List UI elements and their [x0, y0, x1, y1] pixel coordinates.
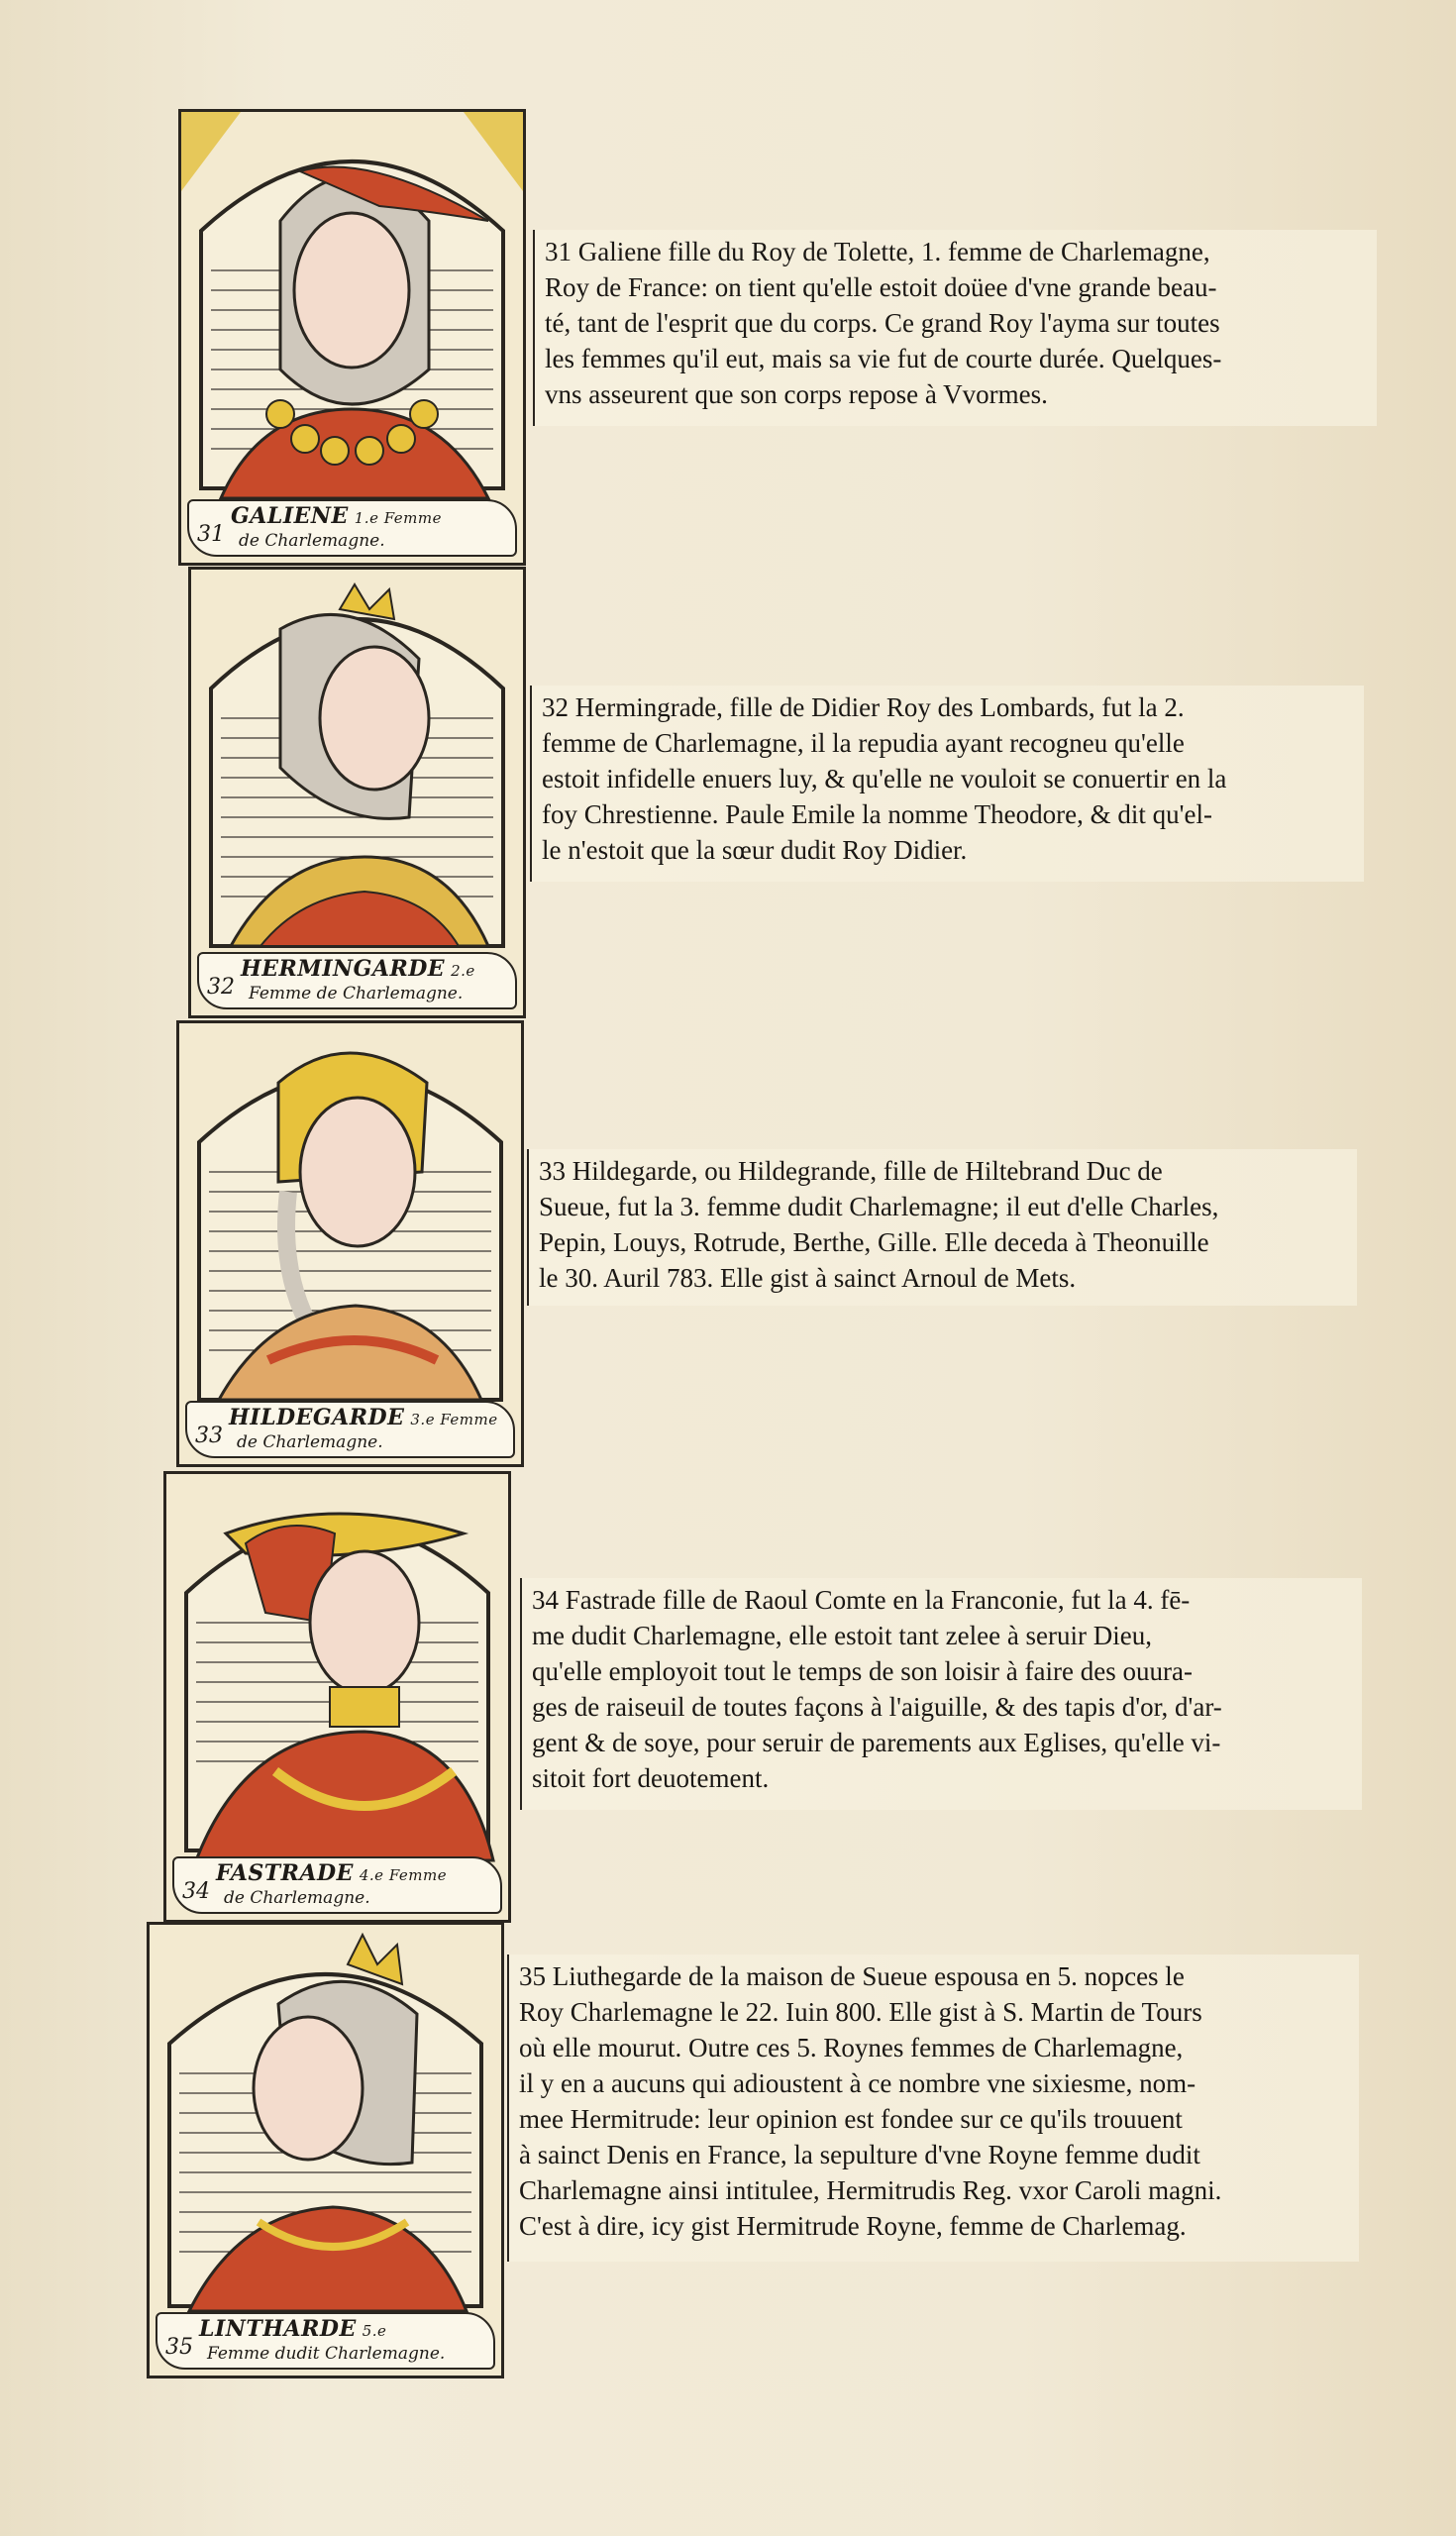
portrait-galiene [178, 109, 526, 566]
caption-name-text: LINTHARDE [199, 2316, 357, 2342]
caption-number: 35 [165, 2335, 193, 2360]
caption-number: 32 [207, 975, 235, 1000]
caption-subtitle: de Charlemagne. [237, 1432, 383, 1452]
caption-name-text: GALIENE [231, 503, 349, 529]
text-line: Roy Charlemagne le 22. Iuin 800. Elle gist à S. Martin de Tours [519, 1997, 1202, 2027]
text-line: Charlemagne ainsi intitulee, Hermitrudis Reg. vxor Caroli magni. [519, 2175, 1222, 2205]
text-line: le n'estoit que la sœur dudit Roy Didier. [542, 835, 968, 865]
portrait-engraving-icon [179, 1023, 521, 1464]
caption-rank: 2.e [451, 962, 475, 980]
caption-name [241, 956, 475, 982]
portrait-caption [197, 952, 517, 1009]
text-line: Pepin, Louys, Rotrude, Berthe, Gille. Elle deceda à Theonuille [539, 1227, 1209, 1257]
portrait-hermingarde [188, 567, 526, 1018]
caption-number: 33 [195, 1424, 223, 1448]
portrait-engraving-icon [181, 112, 523, 563]
portrait-engraving-icon [166, 1474, 508, 1920]
caption-name-text: FASTRADE [216, 1860, 354, 1886]
caption-subtitle: Femme dudit Charlemagne. [207, 2344, 446, 2364]
portrait-caption [187, 499, 517, 557]
caption-rank: 4.e Femme [359, 1866, 448, 1884]
text-block-31 [533, 230, 1377, 426]
portrait-engraving-icon [150, 1925, 501, 2376]
portrait-lintharde [147, 1922, 504, 2378]
text-line: Sueue, fut la 3. femme dudit Charlemagne; il eut d'elle Charles, [539, 1192, 1219, 1221]
portrait-engraving-icon [191, 570, 523, 1015]
text-line: ges de raiseuil de toutes façons à l'aiguille, & des tapis d'or, d'ar- [532, 1692, 1222, 1722]
text-line: 35 Liuthegarde de la maison de Sueue espousa en 5. nopces le [519, 1961, 1185, 1991]
caption-name-text: HILDEGARDE [229, 1405, 405, 1430]
text-block-32 [530, 686, 1364, 882]
text-line: mee Hermitrude: leur opinion est fondee sur ce qu'ils trouuent [519, 2104, 1183, 2134]
text-line: 33 Hildegarde, ou Hildegrande, fille de Hiltebrand Duc de [539, 1156, 1163, 1186]
text-block-34 [520, 1578, 1362, 1810]
caption-number: 31 [197, 522, 225, 547]
portrait-hildegarde [176, 1020, 524, 1467]
caption-rank: 3.e Femme [410, 1411, 498, 1428]
text-line: vns asseurent que son corps repose à Vvormes. [545, 379, 1048, 409]
portrait-fastrade [163, 1471, 511, 1923]
text-line: estoit infidelle enuers luy, & qu'elle ne vouloit se conuertir en la [542, 764, 1227, 793]
text-line: 32 Hermingrade, fille de Didier Roy des Lombards, fut la 2. [542, 692, 1185, 722]
text-block-35 [507, 1955, 1359, 2262]
caption-number: 34 [182, 1879, 210, 1904]
portrait-caption [185, 1401, 515, 1458]
caption-name [229, 1405, 498, 1430]
text-line: me dudit Charlemagne, elle estoit tant zelee à seruir Dieu, [532, 1621, 1153, 1650]
text-line: 34 Fastrade fille de Raoul Comte en la Franconie, fut la 4. fē- [532, 1585, 1191, 1615]
text-line: qu'elle employoit tout le temps de son loisir à faire des ouura- [532, 1656, 1193, 1686]
caption-name [199, 2316, 386, 2342]
text-line: C'est à dire, icy gist Hermitrude Royne, femme de Charlemag. [519, 2211, 1187, 2241]
text-line: les femmes qu'il eut, mais sa vie fut de courte durée. Quelques- [545, 344, 1222, 373]
text-line: où elle mourut. Outre ces 5. Roynes femmes de Charlemagne, [519, 2033, 1184, 2062]
portrait-caption [156, 2312, 495, 2370]
text-line: femme de Charlemagne, il la repudia ayant recogneu qu'elle [542, 728, 1185, 758]
text-line: sitoit fort deuotement. [532, 1763, 770, 1793]
caption-subtitle: de Charlemagne. [224, 1888, 370, 1908]
caption-subtitle: Femme de Charlemagne. [249, 984, 464, 1004]
caption-name [231, 503, 442, 529]
text-line: té, tant de l'esprit que du corps. Ce grand Roy l'ayma sur toutes [545, 308, 1220, 338]
caption-subtitle: de Charlemagne. [239, 531, 385, 551]
portrait-caption [172, 1856, 502, 1914]
text-line: il y en a aucuns qui adioustent à ce nombre vne sixiesme, nom- [519, 2068, 1196, 2098]
caption-name-text: HERMINGARDE [241, 956, 446, 982]
caption-name [216, 1860, 447, 1886]
text-line: Roy de France: on tient qu'elle estoit doüee d'vne grande beau- [545, 272, 1217, 302]
text-line: à sainct Denis en France, la sepulture d'vne Royne femme dudit [519, 2140, 1200, 2169]
text-line: 31 Galiene fille du Roy de Tolette, 1. femme de Charlemagne, [545, 237, 1210, 266]
text-line: le 30. Auril 783. Elle gist à sainct Arnoul de Mets. [539, 1263, 1077, 1293]
text-line: gent & de soye, pour seruir de parements aux Eglises, qu'elle vi- [532, 1728, 1221, 1757]
text-line: foy Chrestienne. Paule Emile la nomme Theodore, & dit qu'el- [542, 799, 1212, 829]
caption-rank: 5.e [362, 2322, 387, 2340]
caption-rank: 1.e Femme [354, 509, 443, 527]
text-block-33 [527, 1149, 1357, 1306]
